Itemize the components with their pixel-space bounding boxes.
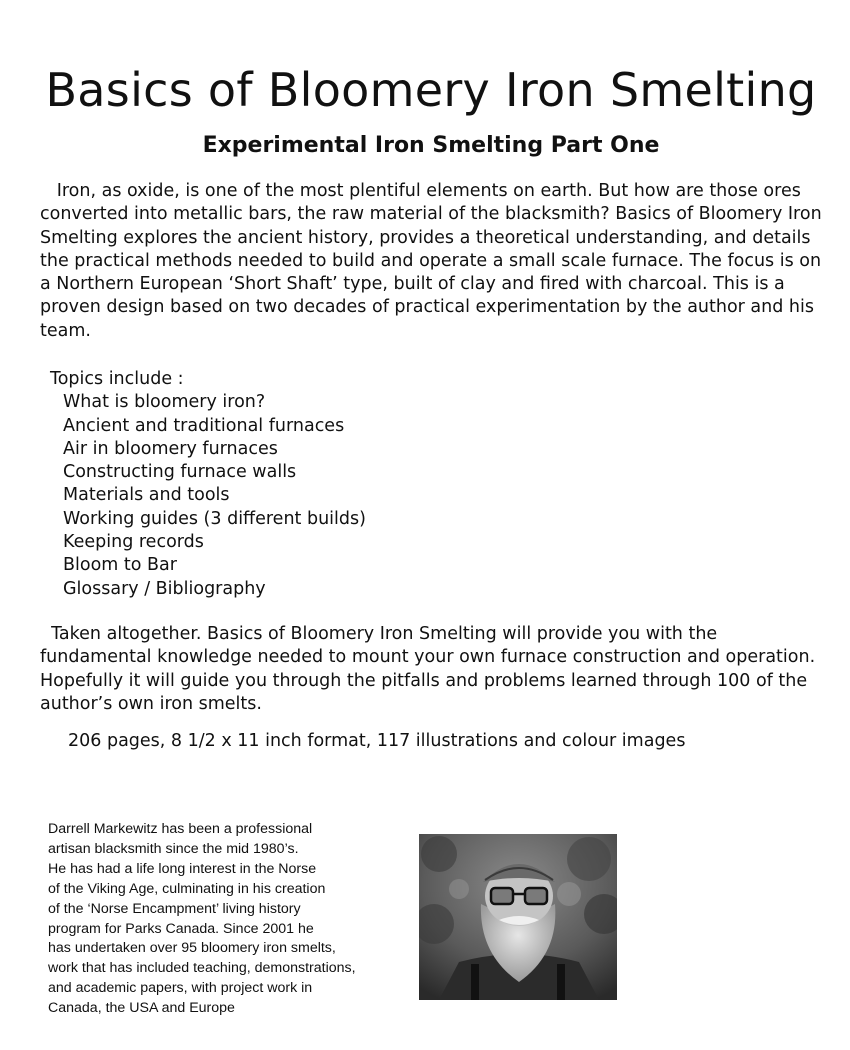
topics-section bbox=[50, 368, 366, 601]
topic-item: What is bloomery iron? bbox=[63, 392, 266, 413]
author-photo bbox=[419, 834, 617, 1000]
book-specs: 206 pages, 8 1/2 x 11 inch format, 117 illustrations and colour images bbox=[68, 731, 686, 751]
topics-list bbox=[50, 391, 366, 601]
bio-line: has undertaken over 95 bloomery iron smelts, bbox=[48, 940, 336, 957]
bio-line: He has had a life long interest in the Norse bbox=[48, 860, 317, 877]
topic-item: Ancient and traditional furnaces bbox=[63, 415, 345, 436]
bio-line: Darrell Markewitz has been a professional bbox=[48, 821, 313, 837]
bio-line: Canada, the USA and Europe bbox=[48, 1000, 235, 1017]
topic-item: Materials and tools bbox=[63, 485, 230, 506]
topic-item: Air in bloomery furnaces bbox=[63, 438, 278, 459]
topic-item: Constructing furnace walls bbox=[63, 462, 297, 483]
topic-item: Bloom to Bar bbox=[63, 555, 177, 576]
bio-line: of the Viking Age, culminating in his creation bbox=[48, 880, 326, 897]
topic-item: Working guides (3 different builds) bbox=[63, 508, 366, 529]
bio-line: work that has included teaching, demonstrations, bbox=[48, 960, 356, 977]
topic-item: Keeping records bbox=[63, 532, 204, 553]
summary-paragraph: Taken altogether. Basics of Bloomery Iron Smelting will provide you with the fundamental knowledge needed to mount your own furnace construction and operation. Hopefully it will guide you through the pitfalls and problems learned through 100 of the author’s own iron smelts. bbox=[40, 624, 821, 714]
bio-line: artisan blacksmith since the mid 1980’s. bbox=[48, 840, 299, 857]
bio-line: program for Parks Canada. Since 2001 he bbox=[48, 920, 314, 937]
topic-item: Glossary / Bibliography bbox=[63, 578, 266, 599]
intro-paragraph: Iron, as oxide, is one of the most plentiful elements on earth. But how are those ores converted into metallic bars, the raw material of the blacksmith? Basics of Bloomery Iron Smelting explores the ancient history, provides a theoretical understanding, and details the practical methods needed to build and operate a small scale furnace. The focus is on a Northern European ‘Short Shaft’ type, built of clay and fired with charcoal. This is a proven design based on two decades of practical experimentation by the author and his team. bbox=[40, 181, 828, 341]
topics-heading: Topics include : bbox=[50, 369, 184, 389]
author-bio bbox=[48, 820, 418, 1019]
bio-line: and academic papers, with project work in bbox=[48, 980, 313, 997]
page-title: Basics of Bloomery Iron Smelting bbox=[45, 63, 817, 117]
subtitle: Experimental Iron Smelting Part One bbox=[202, 133, 660, 158]
bio-line: of the ‘Norse Encampment’ living history bbox=[48, 900, 301, 917]
